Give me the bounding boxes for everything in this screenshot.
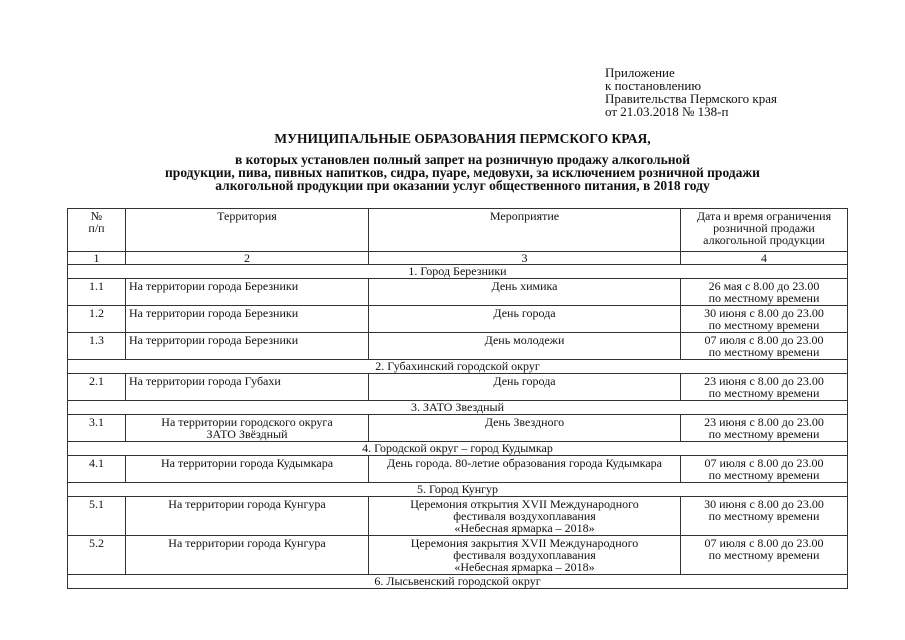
header-date-line: алкогольной продукции <box>703 233 825 247</box>
section-title: 6. Лысьвенский городской округ <box>68 575 848 589</box>
section-row <box>68 401 848 415</box>
table-row <box>68 306 848 333</box>
event-cell-line: День города <box>493 374 556 388</box>
date-cell <box>681 279 848 306</box>
event-cell <box>369 333 681 360</box>
row-number: 1.3 <box>68 333 126 360</box>
header-num <box>68 209 126 252</box>
date-cell <box>681 306 848 333</box>
territory-cell-line: На территории города Губахи <box>129 374 281 388</box>
event-cell-line: фестиваля воздухоплавания <box>453 509 596 523</box>
territory-cell <box>126 415 369 442</box>
date-cell-line: 30 июня с 8.00 до 23.00 <box>704 497 824 511</box>
date-cell <box>681 536 848 575</box>
section-title: 4. Городской округ – город Кудымкар <box>68 442 848 456</box>
date-cell <box>681 333 848 360</box>
date-cell-line: 23 июня с 8.00 до 23.00 <box>704 374 824 388</box>
territory-cell <box>126 333 369 360</box>
date-cell-line: 07 июля с 8.00 до 23.00 <box>704 456 824 470</box>
date-cell-line: по местному времени <box>708 386 820 400</box>
territory-cell <box>126 456 369 483</box>
event-cell <box>369 374 681 401</box>
event-cell <box>369 456 681 483</box>
event-cell-line: Церемония закрытия XVII Международного <box>410 536 639 550</box>
appendix-block <box>605 66 777 118</box>
subtitle-line: алкогольной продукции при оказании услуг общественного питания, в 2018 году <box>215 178 710 193</box>
row-number: 3.1 <box>68 415 126 442</box>
territory-cell <box>126 497 369 536</box>
municipalities-table <box>67 208 848 589</box>
event-cell <box>369 415 681 442</box>
date-cell-line: 26 мая с 8.00 до 23.00 <box>708 279 820 293</box>
date-cell-line: 07 июля с 8.00 до 23.00 <box>704 536 824 550</box>
event-cell-line: День Звездного <box>484 415 565 429</box>
appendix-line: Приложение <box>605 65 675 80</box>
territory-cell-line: На территории города Березники <box>129 306 299 320</box>
subtitle-line: в которых установлен полный запрет на розничную продажу алкогольной <box>234 152 691 167</box>
column-number: 1 <box>68 252 126 265</box>
date-cell <box>681 374 848 401</box>
appendix-line: Правительства Пермского края <box>605 91 777 106</box>
territory-cell <box>126 536 369 575</box>
event-cell-line: День города. 80-летие образования города Кудымкара <box>387 456 662 470</box>
section-row <box>68 442 848 456</box>
header-date-line: розничной продажи <box>713 221 815 235</box>
header-num-line: п/п <box>88 221 105 235</box>
table-row <box>68 374 848 401</box>
date-cell-line: 07 июля с 8.00 до 23.00 <box>704 333 824 347</box>
event-cell <box>369 536 681 575</box>
date-cell-line: по местному времени <box>708 318 820 332</box>
table-row <box>68 333 848 360</box>
header-date-line: Дата и время ограничения <box>696 209 832 223</box>
section-title: 3. ЗАТО Звездный <box>68 401 848 415</box>
appendix-line: к постановлению <box>605 78 702 93</box>
row-number: 5.1 <box>68 497 126 536</box>
row-number: 1.2 <box>68 306 126 333</box>
date-cell-line: по местному времени <box>708 548 820 562</box>
date-cell-line: по местному времени <box>708 509 820 523</box>
territory-cell-line: На территории городского округа <box>161 415 333 429</box>
table-row <box>68 497 848 536</box>
section-row <box>68 265 848 279</box>
event-cell <box>369 497 681 536</box>
date-cell-line: 30 июня с 8.00 до 23.00 <box>704 306 824 320</box>
section-row <box>68 575 848 589</box>
header-territory: Территория <box>126 209 369 252</box>
date-cell <box>681 415 848 442</box>
section-title: 2. Губахинский городской округ <box>68 360 848 374</box>
section-title: 1. Город Березники <box>68 265 848 279</box>
territory-cell-line: На территории города Кунгура <box>168 497 326 511</box>
row-number: 2.1 <box>68 374 126 401</box>
event-cell <box>369 279 681 306</box>
table-row <box>68 456 848 483</box>
territory-cell-line: На территории города Кудымкара <box>160 456 334 470</box>
table-header-row <box>68 209 848 252</box>
date-cell-line: по местному времени <box>708 468 820 482</box>
event-cell-line: День города <box>493 306 556 320</box>
section-row <box>68 360 848 374</box>
column-numbers-row <box>68 252 848 265</box>
date-cell <box>681 497 848 536</box>
section-title: 5. Город Кунгур <box>68 483 848 497</box>
event-cell-line: фестиваля воздухоплавания <box>453 548 596 562</box>
subtitle-line: продукции, пива, пивных напитков, сидра, пуаре, медовухи, за исключением розничной продажи <box>165 165 760 180</box>
column-number: 2 <box>126 252 369 265</box>
table-row <box>68 415 848 442</box>
date-cell-line: 23 июня с 8.00 до 23.00 <box>704 415 824 429</box>
row-number: 1.1 <box>68 279 126 306</box>
column-number: 3 <box>369 252 681 265</box>
title-main: МУНИЦИПАЛЬНЫЕ ОБРАЗОВАНИЯ ПЕРМСКОГО КРАЯ, <box>274 131 651 146</box>
header-num-line: № <box>90 209 103 223</box>
row-number: 5.2 <box>68 536 126 575</box>
title-subtitle <box>0 153 905 192</box>
table-row <box>68 536 848 575</box>
document-title <box>0 132 905 192</box>
header-event: Мероприятие <box>369 209 681 252</box>
date-cell-line: по местному времени <box>708 291 820 305</box>
territory-cell-line: На территории города Березники <box>129 279 299 293</box>
event-cell <box>369 306 681 333</box>
event-cell-line: «Небесная ярмарка – 2018» <box>454 521 595 535</box>
date-cell-line: по местному времени <box>708 427 820 441</box>
territory-cell <box>126 279 369 306</box>
column-number: 4 <box>681 252 848 265</box>
date-cell-line: по местному времени <box>708 345 820 359</box>
event-cell-line: Церемония открытия XVII Международного <box>410 497 639 511</box>
event-cell-line: «Небесная ярмарка – 2018» <box>454 560 595 574</box>
territory-cell-line: На территории города Кунгура <box>168 536 326 550</box>
section-row <box>68 483 848 497</box>
date-cell <box>681 456 848 483</box>
appendix-line: от 21.03.2018 № 138-п <box>605 104 729 119</box>
row-number: 4.1 <box>68 456 126 483</box>
territory-cell <box>126 374 369 401</box>
table-row <box>68 279 848 306</box>
territory-cell-line: ЗАТО Звёздный <box>206 427 288 441</box>
event-cell-line: День химика <box>491 279 558 293</box>
header-date <box>681 209 848 252</box>
territory-cell <box>126 306 369 333</box>
territory-cell-line: На территории города Березники <box>129 333 299 347</box>
event-cell-line: День молодежи <box>484 333 565 347</box>
